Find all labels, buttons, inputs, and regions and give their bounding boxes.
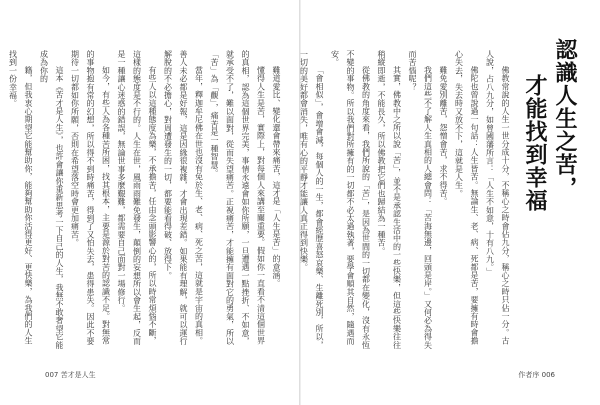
right-page — [301, 0, 600, 405]
body-paragraph: 其實，佛教中之所以說「苦」，並不是承認生活中的一些快樂，但這些快樂往往稍縱即逝，不能長久，所以佛教把它們也歸結為一種苦。 — [377, 50, 402, 349]
right-body-text — [299, 50, 513, 350]
body-paragraph: 籍，但我衷心期望它能幫助你，能夠幫助你活得更好、更快樂，為我們的人生找到一份幸福。 — [8, 50, 33, 345]
body-paragraph: 我們這些不了解人生真相的人總會問：「苦海無邊，回頭是岸。」又何必為得失而苦惱呢？ — [408, 50, 433, 349]
body-paragraph: 如今，有些人為各種苦所困，找其根本，主要是源於對苦的認識不足。對無常的事物抱有常的幻想，所以得不到時痛苦，得到了又怕失去，患得患失。因此不要期待一切都如你所願，否則在希望落空時會更加痛苦。 — [70, 50, 111, 346]
left-page — [0, 0, 299, 405]
chapter-title-line: 認識人生之苦， — [552, 38, 577, 199]
body-paragraph: 難免愛別離苦，怨憎會苦，求不得苦。 — [439, 66, 448, 206]
body-paragraph: 難道愛比、變化還會帶來痛苦，這才是「人生是苦」的意涵。 — [272, 66, 281, 288]
body-paragraph: 懂得人生是苦，實際上，對每個人來講至關重要。假如你一直看不清這個世界的真相，認為這個世界完美，事情永遠會如你所願，一旦遭遇一點挫折、不如意，就承受不了，難以面對，從而失望痛苦。正視痛苦，才能擁有面對它的勇氣，所以「苦」為「觀」，痛苦是一種智慧。 — [210, 50, 266, 346]
left-body-text — [8, 50, 284, 350]
body-paragraph: 這本《苦才是人生》，也許會讓你重新思考一下自己的人生，我無不敢奢望它能成為你的 — [39, 50, 64, 349]
body-paragraph: 從佛教的角度來看，我們所說的「苦」，是因為世間的一切都在變化，沒有永恆不變的事物。所以我們對所擁有的一切都不必太過執著，要學會順其自然，隨遇而安。 — [330, 50, 371, 349]
chapter-title — [519, 38, 579, 212]
body-paragraph: 「會相似」，會增會減，每個人的一生，都會經歷喜怒哀樂、生離死別，所以，一切的美好都會消失，唯有心的平靜才能讓人真正得到快樂。 — [299, 50, 324, 349]
chapter-title-line: 才能找到幸福 — [522, 74, 547, 212]
body-paragraph: 佛陀也曾說過一句話：人生皆苦。無論生、老、病、死都是苦，要擁有時會擔心失去，失去時又放不下，這就是人生。 — [454, 50, 479, 345]
body-paragraph: 佛教常說的人生一世分成十分，不稱心之時會佔九分，稱心之時只佔一分。古人說，占八九分，如曾國藩所言：「人生不如意，十有八九。」 — [485, 50, 510, 345]
right-page-folio: 作者序 006 — [518, 371, 555, 379]
left-page-folio: 007 苦才是人生 — [45, 371, 96, 379]
body-paragraph: 有些人以這種態度為樂，不承擔苦，任由念頭影響心的，所以時常煩惱不斷，這樣的態度是不行的。人生在世，風雨雨難免發生，顛倒的妄想所以會生起，反而是一種讓心迷惑的錯誤，無論世事多麼艱難，都需要自己面對一場修行。 — [117, 50, 157, 346]
body-paragraph: 當年，釋迦牟尼佛在世也沒有免於生、老、病、死之苦，這就是宇宙的真相。善人未必都是好報，這是因緣很複雜，才會出現差錯。如果能有理解，就可以運行解脫的不必擔心，對周遭發生的一切，都要能看得破、放得下。 — [163, 50, 204, 346]
